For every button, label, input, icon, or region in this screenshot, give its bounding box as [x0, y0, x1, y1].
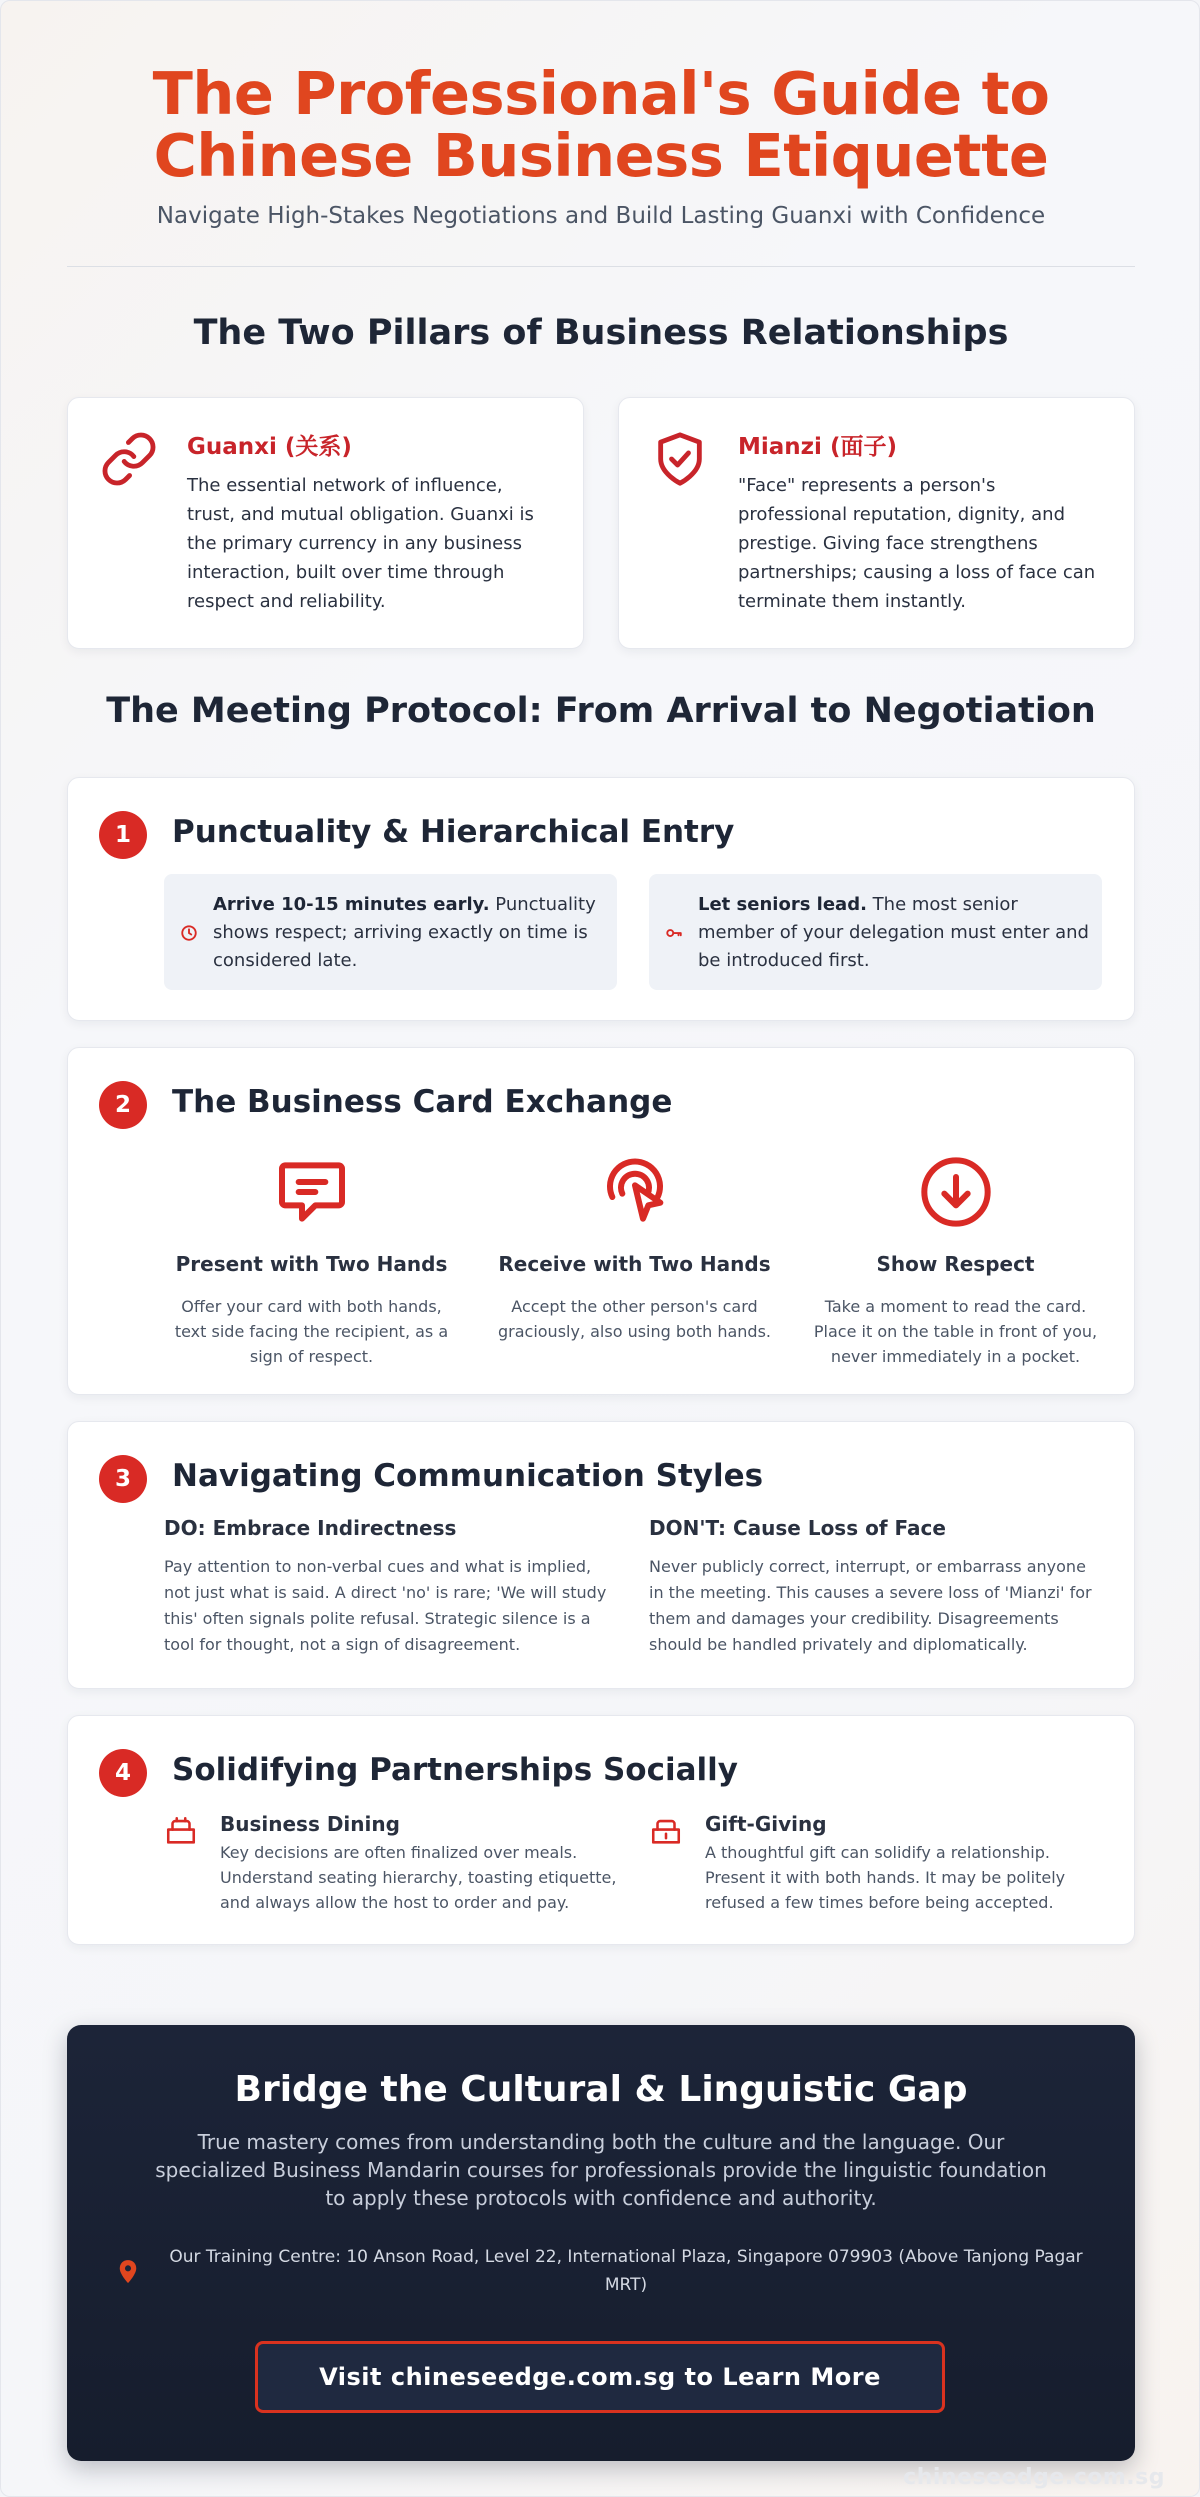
card-step-title: Receive with Two Hands [498, 1252, 771, 1276]
card-step-text: Take a moment to read the card. Place it on the table in front of you, never immediately in a pocket. [813, 1297, 1098, 1366]
visit-website-button[interactable]: Visit chineseedge.com.sg to Learn More [255, 2341, 945, 2413]
step-number: 4 [99, 1749, 147, 1797]
key-icon [665, 924, 683, 942]
step-card-2 [67, 1047, 1135, 1395]
tip-bold: Arrive 10-15 minutes early. [213, 894, 490, 915]
comm-dont-title: DON'T: Cause Loss of Face [649, 1516, 946, 1540]
tip-body: The most senior member of your delegation must enter and be introduced first. [698, 894, 1089, 971]
pillar-text: The essential network of influence, trust, and mutual obligation. Guanxi is the primary currency in any business interaction, built over time through respect and reliability. [187, 475, 534, 612]
step-card-3 [67, 1421, 1135, 1689]
arrow-down-circle-icon [916, 1152, 996, 1232]
link-icon [100, 430, 158, 488]
step-number: 3 [99, 1455, 147, 1503]
cta-panel [67, 2025, 1135, 2461]
step-title: Navigating Communication Styles [172, 1458, 764, 1494]
message-icon [272, 1152, 352, 1232]
watermark: chineseedge.com.sg [903, 2465, 1165, 2490]
clock-icon [180, 924, 198, 942]
tip-text [698, 891, 1090, 975]
protocol-heading: The Meeting Protocol: From Arrival to Negotiation [106, 691, 1096, 731]
card-step-present [164, 1152, 459, 1369]
social-title: Business Dining [220, 1812, 400, 1836]
step-title: The Business Card Exchange [172, 1084, 673, 1120]
gift-icon [649, 1814, 683, 1848]
social-title: Gift-Giving [705, 1812, 827, 1836]
page-subtitle: Navigate High-Stakes Negotiations and Build Lasting Guanxi with Confidence [156, 203, 1046, 229]
tip-arrive-early [164, 874, 617, 990]
cta-address: Our Training Centre: 10 Anson Road, Level 22, International Plaza, Singapore 079903 (Above Tanjong Pagar MRT) [169, 2247, 1083, 2295]
pillar-title: Mianzi (面子) [738, 434, 897, 460]
card-step-receive [487, 1152, 782, 1344]
pillar-title: Guanxi (关系) [187, 434, 352, 460]
tip-bold: Let seniors lead. [698, 894, 867, 915]
comm-dont-text: Never publicly correct, interrupt, or embarrass anyone in the meeting. This causes a severe loss of 'Mianzi' for them and damages your credibility. Disagreements should be handled privately and diplomatically. [649, 1557, 1092, 1654]
card-step-text: Offer your card with both hands, text side facing the recipient, as a sign of respect. [174, 1297, 449, 1366]
card-step-respect [808, 1152, 1103, 1369]
card-step-title: Show Respect [876, 1252, 1035, 1276]
pillar-text: "Face" represents a person's professional reputation, dignity, and prestige. Giving face strengthens partnerships; causing a loss of face can terminate them instantly. [738, 475, 1096, 612]
pointer-click-icon [595, 1152, 675, 1232]
step-title: Solidifying Partnerships Socially [172, 1752, 738, 1788]
pillar-card-guanxi [67, 397, 584, 649]
social-text: Key decisions are often finalized over meals. Understand seating hierarchy, toasting etiquette, and always allow the host to order and pay. [220, 1843, 617, 1912]
shield-check-icon [651, 430, 709, 488]
tip-body: Punctuality shows respect; arriving exactly on time is considered late. [213, 894, 596, 971]
step-card-4 [67, 1715, 1135, 1945]
pillars-heading: The Two Pillars of Business Relationships [193, 313, 1009, 353]
comm-do [164, 1516, 614, 1658]
step-number: 1 [99, 811, 147, 859]
cta-title: Bridge the Cultural & Linguistic Gap [234, 2069, 968, 2110]
card-step-title: Present with Two Hands [175, 1252, 448, 1276]
cta-text: True mastery comes from understanding both the culture and the language. Our specialized Business Mandarin courses for professionals provide the linguistic foundation to apply these protocols with confidence and authority. [155, 2130, 1047, 2210]
pillar-card-mianzi [618, 397, 1135, 649]
step-number: 2 [99, 1081, 147, 1129]
comm-do-text: Pay attention to non-verbal cues and what is implied, not just what is said. A direct 'no' is rare; 'We will study this' often signals polite refusal. Strategic silence is a tool for thought, not a sign of disagreement. [164, 1557, 607, 1654]
tip-text [213, 891, 605, 975]
tip-seniors-lead [649, 874, 1102, 990]
location-pin-icon [117, 2259, 139, 2285]
comm-dont [649, 1516, 1099, 1658]
social-text: A thoughtful gift can solidify a relationship. Present it with both hands. It may be politely refused a few times before being accepted. [705, 1843, 1066, 1912]
header-divider [67, 266, 1135, 267]
step-card-1 [67, 777, 1135, 1021]
dining-icon [164, 1814, 198, 1848]
page-title [1, 59, 1200, 190]
title-line-1: The Professional's Guide to [152, 59, 1050, 128]
title-line-2: Chinese Business Etiquette [153, 121, 1049, 190]
step-title: Punctuality & Hierarchical Entry [172, 814, 735, 850]
comm-do-title: DO: Embrace Indirectness [164, 1516, 457, 1540]
card-step-text: Accept the other person's card graciously, also using both hands. [497, 1297, 771, 1341]
